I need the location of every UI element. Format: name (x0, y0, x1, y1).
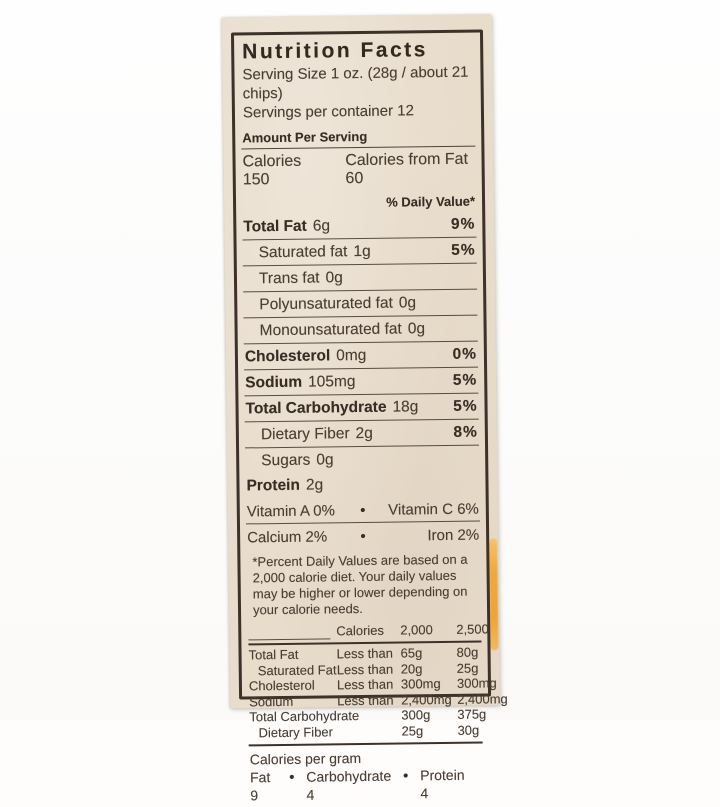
bullet-separator: • (277, 769, 306, 787)
table-row-2000-value: 65g (400, 645, 456, 661)
calories-per-gram-values (250, 766, 482, 805)
bullet-separator: • (343, 501, 383, 518)
nutrient-amount: 0g (316, 451, 333, 469)
nutrient-row-sodium (244, 367, 478, 396)
vitamin-row-calcium-iron (246, 521, 480, 550)
nutrient-name: Total Fat (243, 218, 307, 237)
nutrient-amount: 2g (355, 425, 372, 443)
table-header-calories: Calories (336, 623, 400, 639)
nutrient-name: Trans fat (244, 270, 320, 289)
nutrient-daily-value: 0% (452, 346, 478, 364)
nutrient-row-dietary-fiber (245, 419, 479, 448)
table-row-name: Dietary Fiber (249, 723, 401, 740)
table-row-2000-value: 25g (401, 722, 457, 738)
daily-values-reference-table (247, 620, 482, 741)
protein-calories-per-gram: Protein 4 (420, 766, 468, 803)
table-row-name: Saturated Fat (249, 662, 337, 679)
nutrition-label (222, 14, 500, 708)
nutrient-amount: 2g (306, 476, 323, 494)
nutrient-name: Sodium (245, 374, 302, 393)
table-row-name: Sodium (249, 693, 337, 710)
package-color-strip (489, 538, 498, 650)
label-border-box (231, 29, 491, 699)
nutrient-daily-value: 5% (453, 372, 479, 390)
nutrient-amount: 0g (399, 294, 416, 312)
vitamin-c-value: Vitamin C 6% (383, 500, 479, 518)
nutrient-name: Dietary Fiber (246, 425, 350, 444)
nutrient-name: Polyunsaturated fat (244, 295, 393, 315)
calories-per-gram-section (249, 742, 484, 807)
amount-per-serving-heading: Amount Per Serving (241, 124, 475, 150)
table-row-name: Total Fat (248, 646, 336, 663)
nutrient-row-sugars (245, 445, 479, 474)
table-row-2500-value: 300mg (457, 675, 497, 691)
fat-calories-per-gram: Fat 9 (250, 768, 278, 804)
table-row-qualifier: Less than (337, 677, 401, 693)
nutrient-amount: 0g (408, 320, 425, 338)
nutrient-amount: 105mg (308, 373, 356, 392)
bullet-separator: • (391, 767, 420, 785)
serving-size-text: Serving Size 1 oz. (28g / about 21 chips) (240, 63, 474, 104)
calories-row (241, 147, 476, 194)
nutrient-daily-value: 9% (451, 216, 477, 234)
nutrient-amount: 1g (353, 243, 370, 261)
nutrient-name: Monounsaturated fat (245, 320, 402, 340)
nutrient-amount: 6g (313, 217, 330, 235)
table-row-qualifier: Less than (337, 692, 401, 708)
table-row-2500-value: 25g (457, 660, 482, 676)
nutrient-name: Total Carbohydrate (245, 399, 386, 419)
calories-from-fat-value: Calories from Fat 60 (345, 151, 476, 189)
table-row-qualifier: Less than (336, 646, 400, 662)
table-row-2000-value: 300g (401, 707, 457, 723)
table-header-row (248, 620, 481, 643)
calories-per-gram-title: Calories per gram (250, 748, 482, 769)
table-row-2000-value: 20g (401, 660, 457, 676)
nutrient-amount: 0mg (336, 347, 366, 365)
table-row-2500-value: 2,400mg (457, 691, 508, 707)
blank-header-underline (248, 626, 330, 640)
nutrient-row-total-carbohydrate (244, 393, 478, 422)
nutrient-daily-value: 5% (451, 242, 477, 260)
nutrient-row-trans-fat (243, 263, 477, 292)
table-row-name: Cholesterol (249, 677, 337, 694)
nutrient-amount: 0g (325, 269, 342, 287)
nutrient-row-protein (245, 471, 479, 499)
nutrient-daily-value: 8% (453, 424, 479, 442)
nutrient-daily-value: 5% (453, 398, 479, 416)
carbohydrate-calories-per-gram: Carbohydrate 4 (306, 767, 391, 804)
nutrient-row-saturated-fat (242, 237, 476, 266)
table-row-dietary-fiber (249, 722, 482, 740)
nutrient-name: Protein (246, 477, 300, 496)
iron-value: Iron 2% (383, 526, 479, 544)
table-row-2500-value: 30g (457, 722, 482, 738)
table-row-2000-value: 2,400mg (401, 691, 457, 707)
nutrient-name: Sugars (246, 452, 310, 471)
servings-per-container-text: Servings per container 12 (241, 101, 475, 123)
calcium-value: Calcium 2% (247, 528, 343, 546)
nutrient-name: Cholesterol (245, 347, 330, 366)
nutrient-amount: 18g (392, 398, 418, 416)
nutrient-name: Saturated fat (244, 243, 348, 262)
vitamin-a-value: Vitamin A 0% (247, 502, 343, 520)
calories-value: Calories 150 (242, 152, 323, 189)
table-row-qualifier: Less than (337, 661, 401, 677)
label-title: Nutrition Facts (240, 36, 474, 66)
table-row-2500-value: 375g (457, 706, 486, 722)
vitamin-row-a-c (246, 496, 480, 524)
table-row-2500-value: 80g (456, 645, 481, 661)
daily-values-footnote: *Percent Daily Values are based on a 2,000 calorie diet. Your daily values may be higher or lower depending on your calorie needs. (246, 547, 481, 623)
daily-value-heading: % Daily Value* (242, 191, 476, 215)
nutrient-row-total-fat (242, 212, 476, 240)
nutrient-row-monounsaturated-fat (243, 315, 477, 344)
nutrient-row-polyunsaturated-fat (243, 289, 477, 318)
bullet-separator: • (343, 527, 383, 544)
table-header-2000: 2,000 (400, 622, 456, 638)
nutrient-row-cholesterol (244, 341, 478, 370)
table-row-name: Total Carbohydrate (249, 708, 401, 725)
table-row-2000-value: 300mg (401, 676, 457, 692)
table-header-2500: 2,500 (456, 621, 489, 637)
